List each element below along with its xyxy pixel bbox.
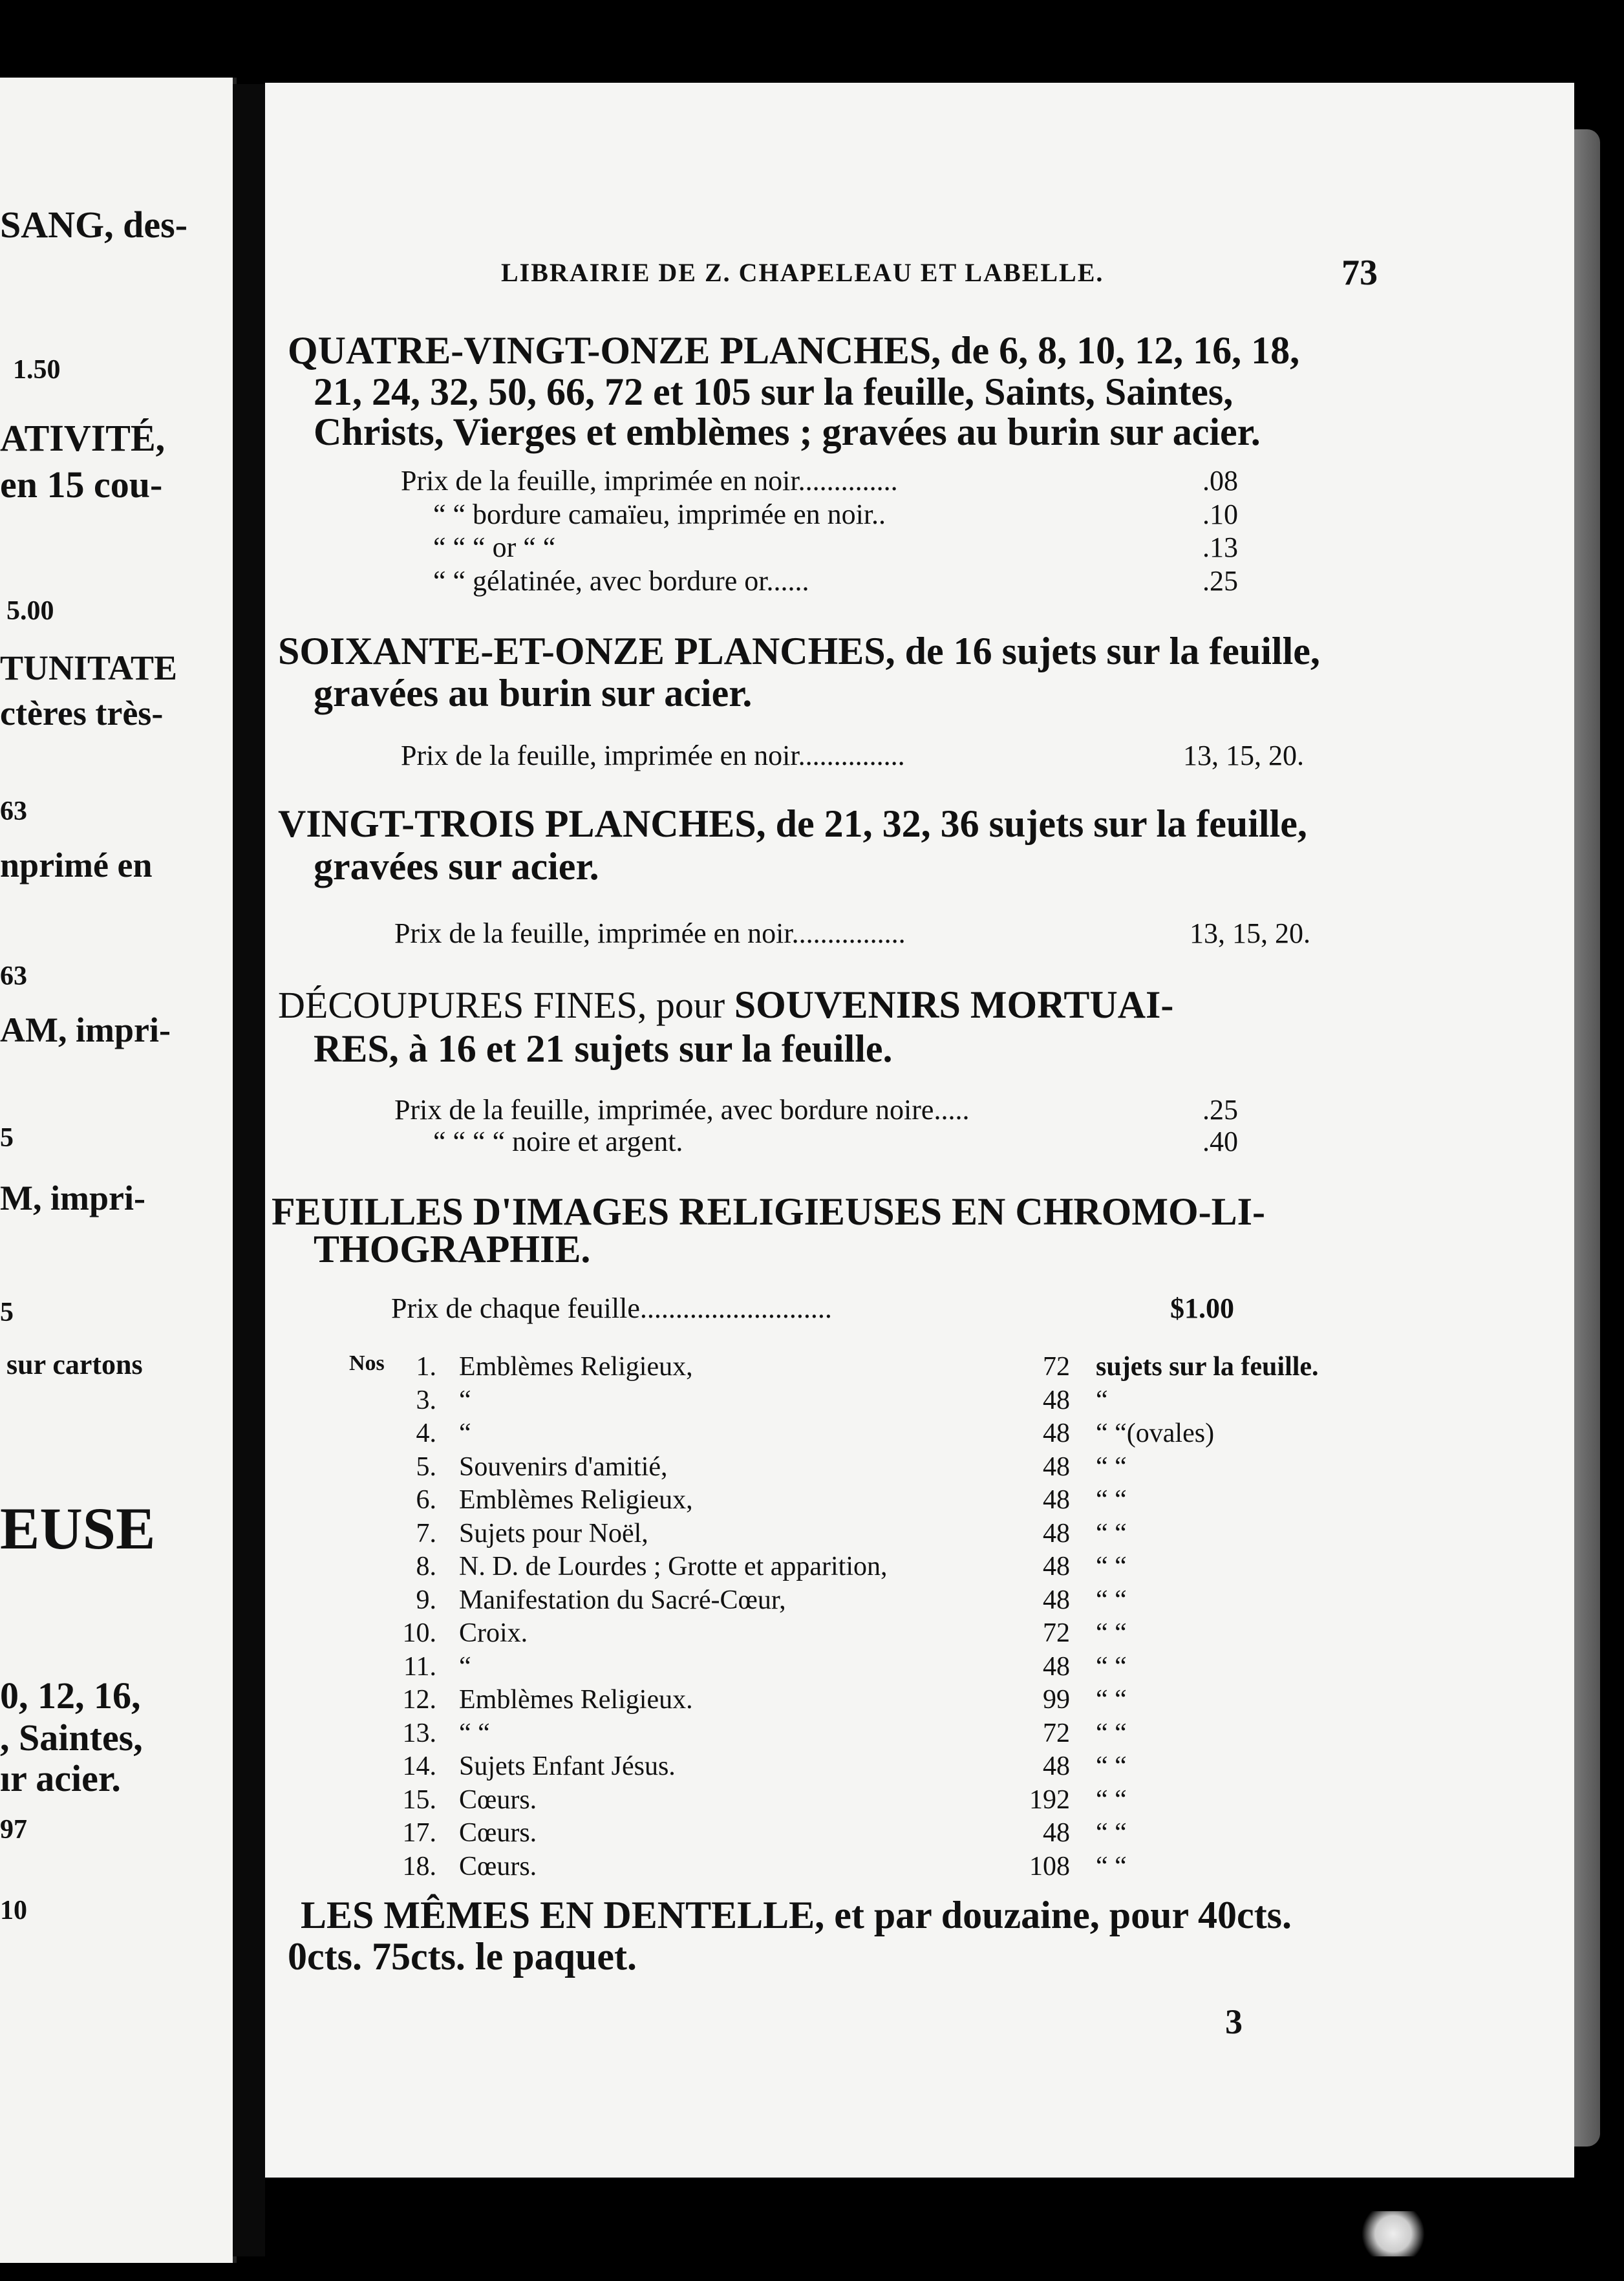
item-name: Croix. (459, 1618, 528, 1648)
price-value: .08 (1202, 465, 1238, 497)
price-value: .40 (1202, 1126, 1238, 1157)
left-page-fragment: SANG, des- (0, 203, 188, 246)
item-unit: “ (1096, 1385, 1108, 1415)
section6-line1: LES MÊMES EN DENTELLE, et par douzaine, pour 40cts. (301, 1894, 1292, 1936)
item-count: 72 (1043, 1618, 1070, 1648)
left-page-fragment: 10 (0, 1896, 27, 1926)
item-no: 6. (416, 1485, 436, 1515)
running-title: LIBRAIRIE DE Z. CHAPELEAU ET LABELLE. (501, 258, 1104, 287)
item-name: “ (459, 1651, 471, 1682)
item-name: “ (459, 1385, 471, 1415)
left-page-fragment: ır acier. (0, 1757, 121, 1799)
item-name: Cœurs. (459, 1818, 537, 1848)
item-count: 48 (1043, 1552, 1070, 1581)
item-unit: “ “ (1096, 1518, 1127, 1548)
item-count: 99 (1043, 1685, 1070, 1715)
section3-price-label: Prix de la feuille, imprimée en noir................ (394, 917, 906, 949)
item-name: Emblèmes Religieux, (459, 1352, 693, 1382)
item-name: Souvenirs d'amitié, (459, 1451, 668, 1482)
section1-title-line3: Christs, Vierges et emblèmes ; gravées au burin sur acier. (314, 411, 1261, 453)
item-name: Sujets Enfant Jésus. (459, 1751, 676, 1781)
section1-title-line2: 21, 24, 32, 50, 66, 72 et 105 sur la feuille, Saints, Saintes, (314, 370, 1234, 413)
item-no: 8. (416, 1552, 436, 1581)
item-unit: “ “ (1096, 1851, 1127, 1881)
left-page-fragment: 5 (0, 1123, 14, 1153)
item-no: 12. (402, 1685, 436, 1715)
item-name: Manifestation du Sacré-Cœur, (459, 1585, 786, 1615)
item-name: “ “ (459, 1718, 490, 1748)
item-name: “ (459, 1419, 471, 1448)
item-name: Sujets pour Noël, (459, 1518, 648, 1548)
item-name: Cœurs. (459, 1851, 537, 1881)
left-page-fragment: sur cartons (6, 1348, 143, 1380)
section4-title-b: SOUVENIRS MORTUAI- (734, 983, 1174, 1026)
item-no: 10. (402, 1618, 436, 1648)
section4-title-line1 (278, 983, 1173, 1027)
item-count: 48 (1043, 1651, 1070, 1682)
item-name: Cœurs. (459, 1784, 537, 1815)
section2-price-label: Prix de la feuille, imprimée en noir............... (401, 740, 905, 771)
left-page-fragment: TUNITATE (0, 648, 178, 687)
item-unit: “ “ (1096, 1585, 1127, 1615)
item-count: 192 (1029, 1784, 1070, 1815)
item-count: 72 (1043, 1718, 1070, 1748)
item-no: 9. (416, 1585, 436, 1615)
item-no: 13. (402, 1718, 436, 1748)
left-page-fragment: 63 (0, 961, 27, 992)
section6-line2: 0cts. 75cts. le paquet. (288, 1935, 637, 1978)
item-no: 15. (402, 1784, 436, 1815)
left-page-fragment: EUSE (0, 1495, 156, 1562)
item-no: 14. (402, 1751, 436, 1781)
price-label: Prix de la feuille, imprimée, avec bordure noire..... (394, 1094, 970, 1126)
item-count: 48 (1043, 1751, 1070, 1781)
book-spine (233, 84, 265, 2256)
price-value: .25 (1202, 1094, 1238, 1126)
item-unit: “ “ (1096, 1784, 1127, 1815)
left-page-fragment: , Saintes, (0, 1716, 143, 1759)
item-count: 48 (1043, 1485, 1070, 1515)
item-name: Emblèmes Religieux. (459, 1685, 693, 1715)
price-value: .10 (1202, 498, 1238, 530)
library-stamp (1354, 2211, 1432, 2256)
section2-title-line1: SOIXANTE-ET-ONZE PLANCHES, de 16 sujets sur la feuille, (278, 630, 1320, 672)
section5-title-line2: THOGRAPHIE. (314, 1228, 591, 1270)
item-no: 11. (403, 1651, 436, 1682)
item-name: N. D. de Lourdes ; Grotte et apparition, (459, 1552, 888, 1581)
item-count: 72 (1043, 1352, 1070, 1382)
item-no: 5. (416, 1451, 436, 1482)
price-value: .13 (1202, 531, 1238, 563)
item-no: 7. (416, 1518, 436, 1548)
item-name: Emblèmes Religieux, (459, 1485, 693, 1515)
section3-title-line1: VINGT-TROIS PLANCHES, de 21, 32, 36 sujets sur la feuille, (278, 802, 1307, 845)
left-page-fragment: en 15 cou- (0, 463, 163, 506)
item-count: 48 (1043, 1518, 1070, 1548)
right-page (265, 83, 1574, 2178)
left-page (0, 78, 237, 2263)
price-label: “ “ “ or “ “ (433, 531, 556, 563)
item-no: 3. (416, 1385, 436, 1415)
section4-title-a: DÉCOUPURES FINES, pour (278, 984, 734, 1026)
price-label: “ “ “ “ noire et argent. (433, 1126, 683, 1157)
section5-price: $1.00 (1170, 1292, 1234, 1324)
item-unit: “ “ (1096, 1485, 1127, 1515)
left-page-fragment: 1.50 (13, 355, 61, 385)
item-count: 48 (1043, 1818, 1070, 1848)
left-page-fragment: nprimé en (0, 845, 153, 884)
section2-price: 13, 15, 20. (1183, 740, 1304, 771)
section2-title-line2: gravées au burin sur acier. (314, 672, 753, 714)
left-page-fragment: 97 (0, 1815, 27, 1845)
item-count: 48 (1043, 1419, 1070, 1448)
item-unit: “ “ (1096, 1685, 1127, 1715)
section3-price: 13, 15, 20. (1190, 917, 1310, 949)
item-unit: “ “ (1096, 1552, 1127, 1581)
item-count: 48 (1043, 1451, 1070, 1482)
item-unit: “ “ (1096, 1718, 1127, 1748)
left-page-fragment: ctères très- (0, 693, 164, 733)
section3-title-line2: gravées sur acier. (314, 845, 599, 888)
item-unit: “ “ (1096, 1451, 1127, 1482)
item-count: 108 (1029, 1851, 1070, 1881)
item-unit: “ “ (1096, 1751, 1127, 1781)
nos-label: Nos (349, 1351, 385, 1375)
left-page-fragment: M, impri- (0, 1178, 145, 1217)
section4-title-line2: RES, à 16 et 21 sujets sur la feuille. (314, 1027, 893, 1070)
price-label: “ “ gélatinée, avec bordure or...... (433, 565, 809, 597)
section1-title-line1: QUATRE-VINGT-ONZE PLANCHES, de 6, 8, 10, 12, 16, 18, (288, 329, 1300, 372)
item-no: 17. (402, 1818, 436, 1848)
section5-title-line1: FEUILLES D'IMAGES RELIGIEUSES EN CHROMO-LI- (272, 1190, 1265, 1233)
item-no: 4. (416, 1419, 436, 1448)
item-unit: “ “ (1096, 1618, 1127, 1648)
price-label: Prix de la feuille, imprimée en noir.............. (401, 465, 898, 497)
left-page-fragment: 63 (0, 797, 27, 827)
item-unit: “ “ (1096, 1651, 1127, 1682)
price-value: .25 (1202, 565, 1238, 597)
item-count: 48 (1043, 1585, 1070, 1615)
page-number: 73 (1341, 253, 1378, 293)
item-unit: sujets sur la feuille. (1096, 1352, 1319, 1382)
left-page-fragment: ATIVITÉ, (0, 416, 166, 459)
price-label: “ “ bordure camaïeu, imprimée en noir.. (433, 498, 886, 530)
item-unit: “ “(ovales) (1096, 1419, 1215, 1448)
left-page-fragment: 0, 12, 16, (0, 1674, 141, 1717)
left-page-fragment: 5.00 (6, 596, 54, 626)
item-unit: “ “ (1096, 1818, 1127, 1848)
item-no: 18. (402, 1851, 436, 1881)
left-page-fragment: AM, impri- (0, 1010, 171, 1049)
left-page-fragment: 5 (0, 1298, 14, 1328)
section5-price-label: Prix de chaque feuille........................... (391, 1292, 832, 1324)
item-no: 1. (416, 1352, 436, 1382)
item-count: 48 (1043, 1385, 1070, 1415)
signature-mark: 3 (1225, 2002, 1243, 2041)
